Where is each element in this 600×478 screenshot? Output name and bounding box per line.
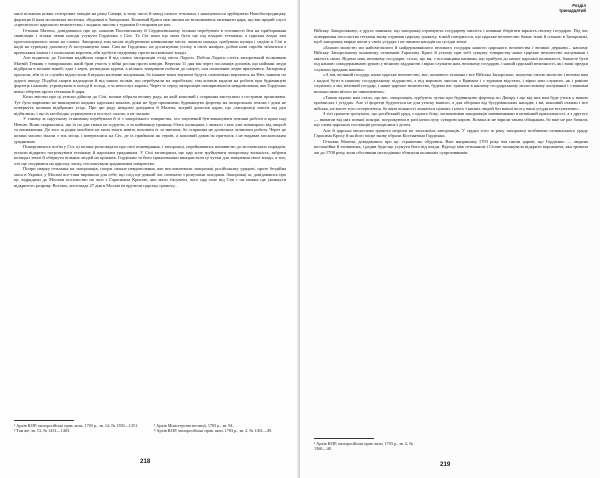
paragraph: Але й царська милостива грамота нітрохи не заспокоїла запорожців. У грудні того ж року запорожці позбавили отаманського уряду Гарасима Крису й на його місце знову обрали Костянтина Гордієнка. bbox=[314, 127, 588, 139]
paragraph: Але водночас до Головня надійшла скарга й від самих запорожців з-під міста Ладоги. Побіля Ладоги стоїть запорозький полковник Матвій Темник з товаришами, який брав участь у війні росіян проти шведів. Вересня 11 дня він через посланців доповів, що наймані люди відібрали в козаків коней, одяг і харчі, розкидали курені, а кількох товаришів побили до смерті; сам полковник ледве врятувався. Запорожці просили, аби їх із служби відпустили й видали належне жалування, бо інакше вони змушені будуть самовільно вертатися на Низ, чинячи по дорозі шкоду. Подібні скарги надходили й від інших полків, що перебували на заробітках: там козаків кидали на роботи при будівництві фортець і каналів, утримували в холоді й голоді, а за непослух карали. Через те серед запорожців поширювалося невдоволення, яке Гордієнко вміло обертав проти гетьмана й царя. bbox=[14, 55, 286, 94]
right-page-body bbox=[314, 28, 588, 428]
page-number: 219 bbox=[440, 461, 451, 468]
paragraph: Коли звістки про ці утиски дійшли до Січі, козаки зібрали велику раду, на якій кошовий і старшина виступили з гострими промовами. Тут було вирішено не виконувати жодних царських наказів, доки не буде припинено будівництво фортець на запорозьких землях і доки не повернуть козакам відібраних угідь. Про цю раду невдовзі довідався й Мазепа, котрий доносив царю, що «запорожці зовсім від рук відбилися» і що їх необхідно утримувати в послусі силою, а не ласкою. bbox=[14, 94, 286, 116]
right-page bbox=[300, 0, 600, 478]
right-footnotes bbox=[314, 441, 414, 451]
paragraph: Повертаючись потім у Січ, ці козаки розповідали про свої поневіряння, і запорожці, перейнявшись ненавистю до московських порядків, почали відкрито погрожувати гетьману й царським урядникам. У Січі заговорили, що цар хоче зруйнувати запорозьку вольність, забрати козацькі землі й обернути вільних людей на кріпаків. Гордієнко та його прихильники використали ці чутки для зміцнення своєї влади, а тих, хто ще сподівався на царську ласку, оголошували зрадниками товариства. bbox=[14, 144, 286, 166]
paragraph: «А ми, великий государ, наше царське величество, вас, кошового отамана і все Військо Запорозьке, жалуємо своєю милістю і велимо вам і надалі бути в нашому государському підданстві, а від ворожих зносин з Кримом і з турками відстати, і вірно нам служити, як і раніше служили; а ми, великий государ, і наше царське величество, будемо вас тримати в нашому государському милостивому жалуванні і з вашими вольностями нічого не чинитимемо». bbox=[314, 72, 588, 95]
left-footnotes-col1 bbox=[14, 423, 144, 433]
paragraph: У такому ж скрутному становищі перебували й ті з запорізького товариства, хто змушений був виконувати земляні роботи в краю над Невою. Вони скаржилися, що їх по два тижні не годують, а за найменшу провину б'ють палицями, і чимало з них уже повмирало від хвороб та виснаження. До того ж рідня загиблих не мала змоги навіть поховати їх за звичаєм, бо старшина не дозволяла залишати роботу. Через це козаки масово тікали з тих місць і поверталися на Січ, де їх приймали як героїв, а кошовий давав їм притулок і не видавав московським урядникам. bbox=[14, 116, 286, 144]
page-number: 218 bbox=[140, 458, 151, 465]
paragraph: «Божою милістю ми найсвітлішого й найдержавнішого великого государя нашого царського величества і великої держави... нашому Війську Запорозькому кошовому отаманові Гарасиму Крисі й усьому при тобі сущому товариству наше царське величество жалування і милість свою. Відомо нам, великому государю, стало, що ви, з посланцями вашими, що прибули до нашої царської величності, бажаєте бути під нашою самодержавною рукою у вічному підданстві і вірно служити нам, великому государю, і нашій царській величності, як і ваші предки служили предкам нашим». bbox=[314, 44, 588, 72]
paragraph: «Також відомо нам стало, що вас, запорожців, турбують чутки про будівництво фортець по Дніпру і що від них вам буде утиск у ваших промислах і угіддях. Але ті фортеці будуються не для утиску вашого, а для оборони від бусурманських нападів; і ви, кошовий отаман і все військо, не маєте того остерігатися, бо ваші вільності лишаться цілими, і ніхто з наших людей без вашої волі у ваші угіддя не вступатиме». bbox=[314, 94, 588, 111]
paragraph: милі кількома нових селітрових заводів на річці Самарі, в тому числі й завод самого гетьмана, і наказувалося зруйнувати Новобогородицьку фортецю й інші московські містечка, збудовані в Запорожжі. Кошовий Криса між іншим не втомлювався запевняти царя, що він щирий слуга «пресвітлого царського величества» і жодних зносин з турками й татарами не має. bbox=[14, 11, 286, 28]
footnote: ³ Архів Міністерства юстиції, 1703 р., зв. 94. bbox=[154, 423, 234, 428]
left-footnotes-col2 bbox=[154, 423, 286, 433]
running-head-section: Розділ bbox=[572, 3, 586, 8]
paragraph: Гетьман Мазепа, довідавшись про це, наказав Полтавському й Сердюківському полкам перебувати в готовності йти на приборкання свавільців і тільки чекав нагоди усунути Гордієнка з Січі. Та Січ поки що мала бути ще під владою гетьмана, а царська влада там проголошувалась лише на словах. Запорожці тим часом підбурювали навколишні міста, чинили напади, грабували купців і сиділи в Січі в надії на турецьку допомогу й заступництво хана. Сам же Гордієнко, не досягнувши успіху в своїх намірах, робив нові спроби зв'язатися з кримським ханом і з польським королем, аби здобути підтримку проти московської влади. bbox=[14, 27, 286, 55]
footnote: ¹ Архів ЮЗР, малоросійські прав. акти, 1703 р., зв. 2, № 1360—48. bbox=[314, 441, 414, 451]
running-head bbox=[559, 3, 586, 13]
footnote: ⁴ Архів ЮЗР, малоросійські прав. акти, 1703 р., зв. 2, № 1361—49. bbox=[154, 428, 273, 433]
footnote-rule bbox=[14, 420, 74, 421]
paragraph: Війську Запорозькому; а друга заявляла, що запорожці отримують государеву милість і повинні зберігати вірність своєму государю. Під час повернення посольства гетьман знову отримав царську грамоту, в якій говорилося, що царське величество бажає тиші й спокою в Запорожжі, щоб запорожці мирно жили у своїх угіддях і не чинили нападів на сусідні землі. bbox=[314, 28, 588, 45]
footnote: ¹ Архів ЮЗР, малоросійські прав. акти, 1703 р., зв. 14, № 1350—1351. bbox=[14, 423, 139, 428]
running-head-number: тринадцятий bbox=[559, 8, 586, 13]
footnote-rule bbox=[314, 438, 374, 439]
footnote: ² Там же, зв. 13, № 1431—1403. bbox=[14, 428, 71, 433]
paragraph: Попри сварку гетьмана на запорожців, попри сильне невдоволення, яке висловлювали запорожці російському урядові, проте бездійна маса в Україні, у Москві все-таки вирішила для себе, що слід ще деякий час почекати з рішучими заходами. Запорожці ж, довідавшись про це, відрядили до Москви посольство на чолі з Гарасимом Крисою, яке мало з'ясувати, чого цар хоче від Січі і чи можна ще уникнути відкритого розриву. Восени, листопада 27 дня в Москві їм вручили царську грамоту... bbox=[14, 166, 286, 188]
left-page-body bbox=[14, 11, 286, 415]
paragraph: З тієї грамоти зрозуміло, що російський уряд, з одного боку, заспокоював запорожців запевненнями в незмінній прихильності, а з другого — вимагав від них повної покори, погрожуючи в разі непослуху суворою карою. Козаки ж не вірили таким обіцянкам, бо вже не раз бачили, що слова царських посланців розходилися з ділом. bbox=[314, 111, 588, 128]
paragraph: Гетьман Мазепа, довідавшись про це, страшенно обурився. Вже наприкінці 1703 року він писав цареві, що Гордієнко — людина неспокійна й зловмисна, і радив будь-що усунути його від влади. Відтоді між гетьманом і Січчю запанувала відкрита ворожнеча, яка тривала аж до 1708 року, коли обставини несподівано зблизили колишніх супротивників. bbox=[314, 138, 588, 156]
